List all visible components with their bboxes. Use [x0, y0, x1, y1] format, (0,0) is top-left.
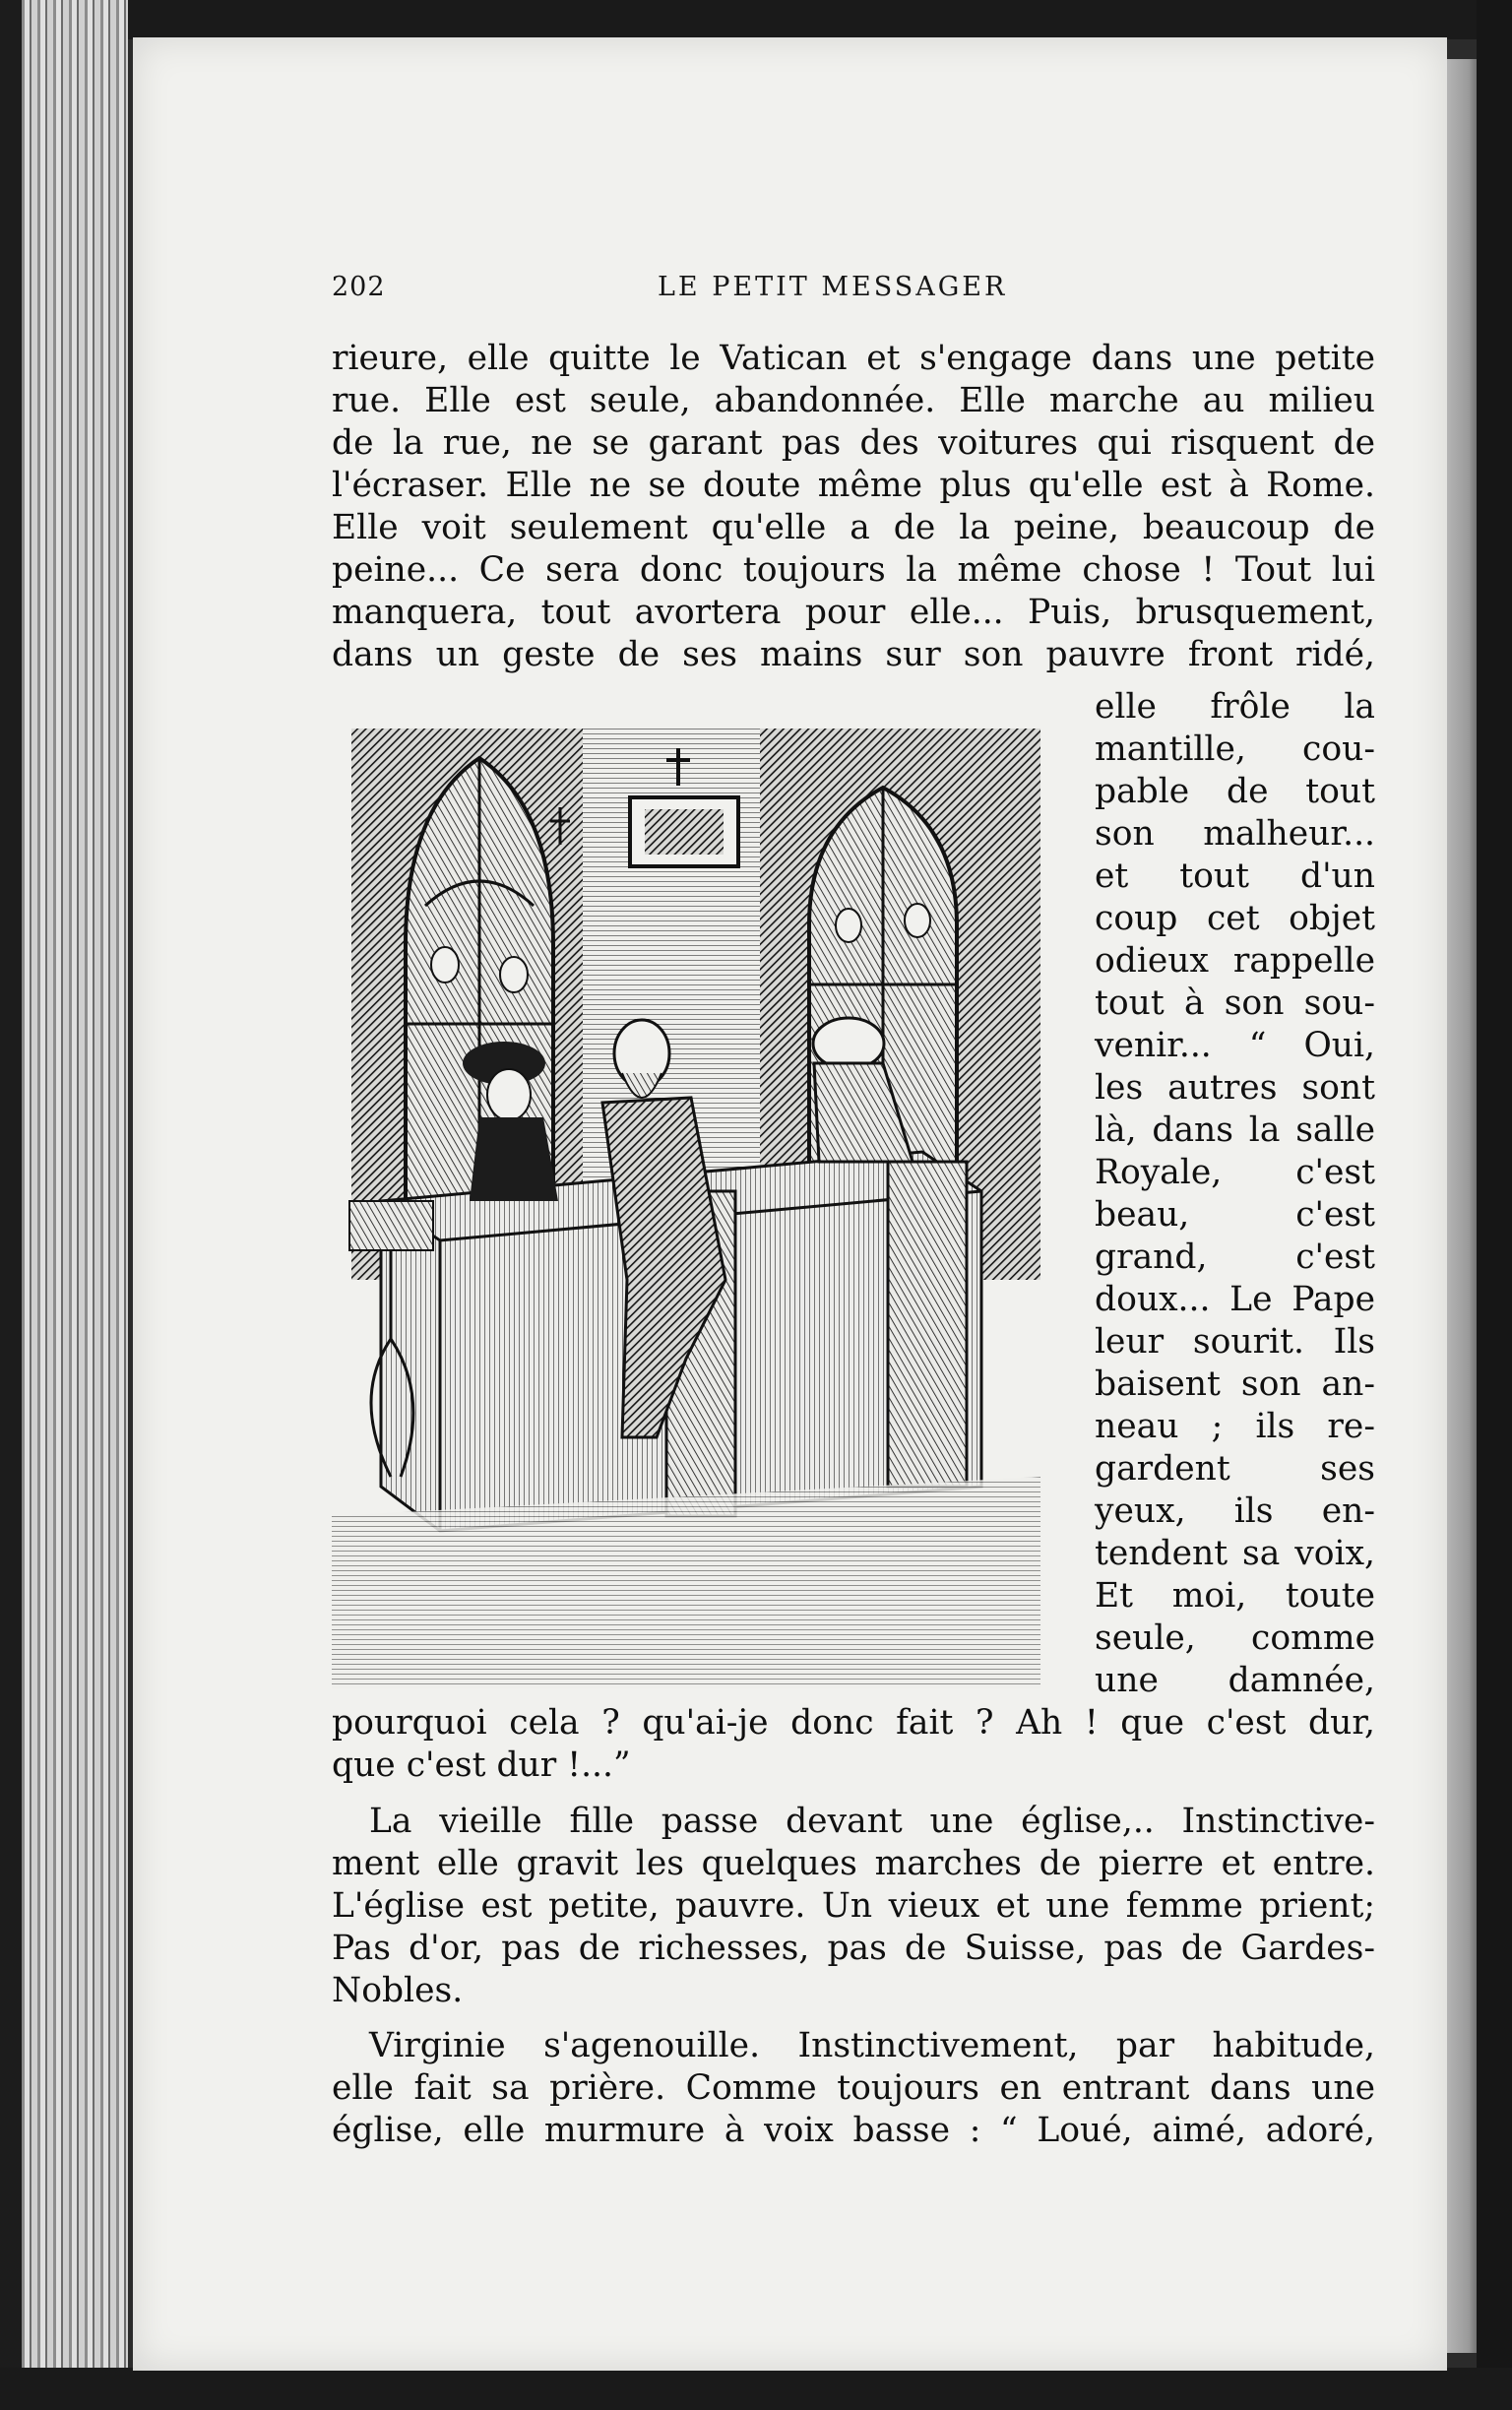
text-line: elle frôle la	[1095, 687, 1375, 727]
running-title: LE PETIT MESSAGER	[658, 272, 1008, 302]
text-line: une damnée,	[1095, 1661, 1375, 1700]
text-line: que c'est dur !...”	[332, 1745, 631, 1785]
text-line: grand, c'est	[1095, 1237, 1375, 1277]
text-line: beau, c'est	[1095, 1195, 1375, 1235]
text-line: neau ; ils re-	[1095, 1407, 1375, 1446]
text-line: l'écraser. Elle ne se doute même plus qu'elle est à Rome.	[332, 466, 1375, 505]
text-line: coup cet objet	[1095, 899, 1375, 938]
text-line: seule, comme	[1095, 1618, 1375, 1658]
text-line: église, elle murmure à voix basse : “ Loué, aimé, adoré,	[332, 2111, 1375, 2150]
text-line: tout à son sou-	[1095, 983, 1375, 1023]
text-line: rieure, elle quitte le Vatican et s'engage dans une petite	[332, 339, 1375, 378]
text-line: Et moi, toute	[1095, 1576, 1375, 1616]
text-line: baisent son an-	[1095, 1364, 1375, 1404]
text-line: mantille, cou-	[1095, 729, 1375, 769]
text-line: son malheur...	[1095, 814, 1375, 854]
text-line: dans un geste de ses mains sur son pauvre front ridé,	[332, 635, 1375, 674]
text-line: Nobles.	[332, 1971, 464, 2010]
text-line: elle fait sa prière. Comme toujours en entrant dans une	[332, 2068, 1375, 2108]
text-line: doux... Le Pape	[1095, 1280, 1375, 1319]
right-background	[1477, 0, 1512, 2410]
text-line: Virginie s'agenouille. Instinctivement, par habitude,	[369, 2026, 1375, 2065]
text-line: peine... Ce sera donc toujours la même chose ! Tout lui	[332, 550, 1375, 590]
text-line: odieux rappelle	[1095, 941, 1375, 981]
text-line: pourquoi cela ? qu'ai-je donc fait ? Ah ! que c'est dur,	[332, 1703, 1375, 1743]
left-background	[0, 0, 22, 2410]
church-interior-illustration	[332, 729, 1070, 1688]
text-line: manquera, tout avortera pour elle... Puis, brusquement,	[332, 593, 1375, 632]
text-line: Royale, c'est	[1095, 1153, 1375, 1192]
text-line: là, dans la salle	[1095, 1110, 1375, 1150]
text-line: Pas d'or, pas de richesses, pas de Suisse, pas de Gardes-	[332, 1929, 1375, 1968]
text-line: tendent sa voix,	[1095, 1534, 1375, 1573]
text-line: ment elle gravit les quelques marches de pierre et entre.	[332, 1844, 1375, 1883]
text-line: La vieille fille passe devant une église,.. Instinctive-	[369, 1802, 1375, 1841]
text-line: les autres sont	[1095, 1068, 1375, 1108]
text-line: de la rue, ne se garant pas des voitures qui risquent de	[332, 423, 1375, 463]
text-line: yeux, ils en-	[1095, 1491, 1375, 1531]
bottom-background	[0, 2368, 1512, 2410]
text-line: leur sourit. Ils	[1095, 1322, 1375, 1362]
text-line: gardent ses	[1095, 1449, 1375, 1489]
text-line: rue. Elle est seule, abandonnée. Elle marche au milieu	[332, 381, 1375, 420]
text-line: venir... “ Oui,	[1095, 1026, 1375, 1065]
text-line: pable de tout	[1095, 772, 1375, 811]
text-line: et tout d'un	[1095, 856, 1375, 896]
text-line: Elle voit seulement qu'elle a de la peine, beaucoup de	[332, 508, 1375, 547]
text-line: L'église est petite, pauvre. Un vieux et une femme prient;	[332, 1886, 1375, 1926]
top-background	[0, 0, 1512, 39]
page-number: 202	[332, 272, 386, 302]
